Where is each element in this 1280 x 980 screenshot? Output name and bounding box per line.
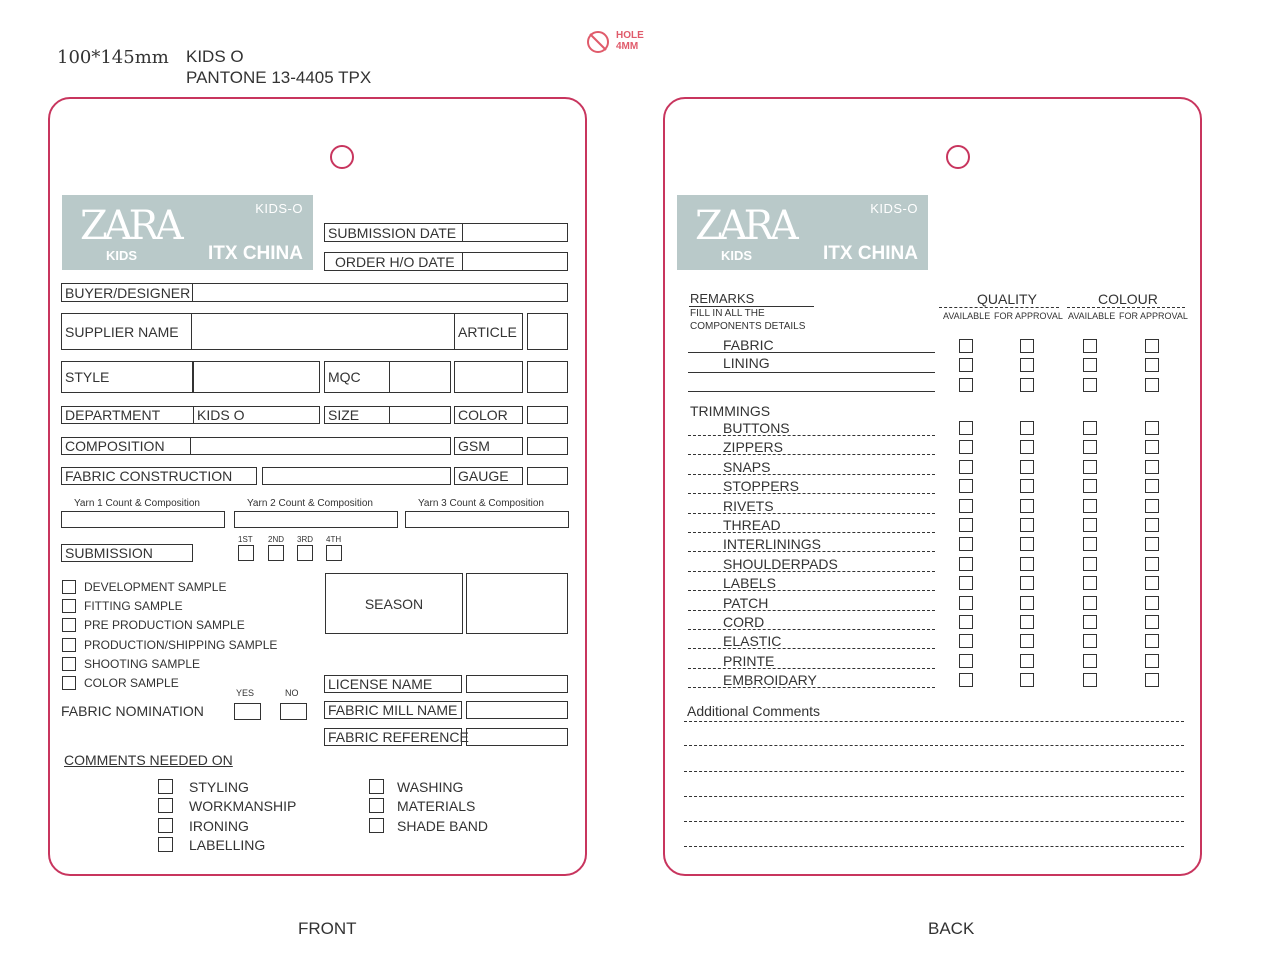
trimming-line <box>688 454 935 455</box>
approval-checkbox[interactable] <box>1083 654 1097 668</box>
comment-label: IRONING <box>189 818 249 834</box>
logo-kids: KIDS <box>106 248 138 263</box>
size-label-box: SIZE <box>324 406 390 424</box>
fabric-mill-name-label: FABRIC MILL NAME <box>324 701 462 719</box>
season-label: SEASON <box>325 573 463 634</box>
colour-approval-label: FOR APPROVAL <box>1119 311 1188 321</box>
sample-label: DEVELOPMENT SAMPLE <box>84 580 227 594</box>
approval-checkbox[interactable] <box>1145 654 1159 668</box>
comment-label: STYLING <box>189 779 249 795</box>
hole-icon <box>585 29 611 55</box>
trimming-label: STOPPERS <box>723 478 799 495</box>
order-date-field[interactable] <box>462 252 568 271</box>
pantone-label: PANTONE 13-4405 TPX <box>186 68 372 87</box>
logo-kids-o: KIDS-O <box>870 201 918 216</box>
hole-label: HOLE <box>616 30 644 41</box>
approval-checkbox[interactable] <box>959 499 973 513</box>
fabric-nomination-no-checkbox[interactable] <box>280 703 307 720</box>
trimming-label: SHOULDERPADS <box>723 555 838 572</box>
license-name-label: LICENSE NAME <box>324 675 462 693</box>
license-name-field[interactable] <box>466 675 568 693</box>
trimming-line <box>688 668 935 669</box>
round-checkbox-3[interactable] <box>297 545 313 561</box>
logo-itx-china: ITX CHINA <box>823 243 918 264</box>
trimming-line <box>688 493 935 494</box>
approval-checkbox[interactable] <box>1145 596 1159 610</box>
logo-kids: KIDS <box>721 248 753 263</box>
component-label: LINING <box>723 355 770 371</box>
approval-checkbox[interactable] <box>959 615 973 629</box>
trimming-line <box>688 629 935 630</box>
trimming-label: BUTTONS <box>723 420 790 436</box>
front-hang-hole <box>330 145 354 169</box>
approval-checkbox[interactable] <box>959 440 973 454</box>
trimming-line <box>688 474 935 475</box>
gauge-field[interactable] <box>527 467 568 485</box>
approval-checkbox[interactable] <box>1020 615 1034 629</box>
comment-line[interactable] <box>684 821 1184 822</box>
approval-checkbox[interactable] <box>1145 358 1159 372</box>
approval-checkbox[interactable] <box>1083 460 1097 474</box>
hole-size-label: 4MM <box>616 41 639 52</box>
trimming-label: LABELS <box>723 575 776 592</box>
approval-checkbox[interactable] <box>1083 634 1097 648</box>
approval-checkbox[interactable] <box>1083 673 1097 687</box>
approval-checkbox[interactable] <box>1020 378 1034 392</box>
quality-heading: QUALITY <box>977 291 1037 307</box>
approval-checkbox[interactable] <box>959 596 973 610</box>
buyer-designer-field[interactable] <box>192 283 568 302</box>
approval-checkbox[interactable] <box>1083 557 1097 571</box>
size-field[interactable] <box>389 406 451 424</box>
approval-checkbox[interactable] <box>1083 378 1097 392</box>
approval-checkbox[interactable] <box>1020 557 1034 571</box>
yes-label: YES <box>236 688 255 698</box>
comment-checkbox[interactable] <box>369 818 384 833</box>
comment-line[interactable] <box>684 846 1184 847</box>
back-logo <box>677 195 928 270</box>
comments-needed-heading: COMMENTS NEEDED ON <box>64 752 233 768</box>
article-field[interactable] <box>527 313 568 350</box>
comment-label: WORKMANSHIP <box>189 798 297 814</box>
round-checkbox-4[interactable] <box>326 545 342 561</box>
approval-checkbox[interactable] <box>1020 576 1034 590</box>
round-label-2: 2ND <box>268 535 285 544</box>
yarn1-field[interactable] <box>61 511 225 528</box>
approval-checkbox[interactable] <box>1145 537 1159 551</box>
comment-line[interactable] <box>684 721 1184 722</box>
approval-checkbox[interactable] <box>1020 596 1034 610</box>
approval-checkbox[interactable] <box>1020 499 1034 513</box>
component-line <box>688 391 935 392</box>
quality-available-label: AVAILABLE <box>943 311 991 321</box>
trimming-label: EMBROIDARY <box>723 672 817 689</box>
trimming-label: ZIPPERS <box>723 439 783 456</box>
sample-label: FITTING SAMPLE <box>84 599 183 613</box>
approval-checkbox[interactable] <box>1083 440 1097 454</box>
trimming-line <box>688 551 935 552</box>
supplier-name-label: SUPPLIER NAME <box>61 313 192 350</box>
fabric-reference-field[interactable] <box>466 728 568 746</box>
approval-checkbox[interactable] <box>959 576 973 590</box>
yarn2-label: Yarn 2 Count & Composition <box>247 498 373 509</box>
back-hang-hole <box>946 145 970 169</box>
logo-itx-china: ITX CHINA <box>208 243 303 264</box>
approval-checkbox[interactable] <box>1145 634 1159 648</box>
remarks-underline <box>689 306 814 307</box>
colour-available-label: AVAILABLE <box>1068 311 1116 321</box>
comment-label: WASHING <box>397 779 464 795</box>
approval-checkbox[interactable] <box>1083 479 1097 493</box>
style-extra-field-1[interactable] <box>454 361 523 393</box>
trimming-line <box>688 571 935 572</box>
fabric-construction-label: FABRIC CONSTRUCTION <box>61 467 257 485</box>
remarks-note-1: FILL IN ALL THE <box>690 308 765 319</box>
approval-checkbox[interactable] <box>1145 440 1159 454</box>
approval-checkbox[interactable] <box>1020 673 1034 687</box>
trimming-label: THREAD <box>723 517 781 533</box>
colour-heading: COLOUR <box>1098 291 1158 307</box>
trimming-label: PATCH <box>723 594 769 611</box>
trimming-line <box>688 532 935 533</box>
approval-checkbox[interactable] <box>959 339 973 353</box>
trimming-label: PRINTE <box>723 652 775 669</box>
trimmings-heading: TRIMMINGS <box>690 403 771 419</box>
yarn3-label: Yarn 3 Count & Composition <box>418 498 544 509</box>
back-caption: BACK <box>928 919 975 938</box>
sample-label: PRODUCTION/SHIPPING SAMPLE <box>84 638 278 652</box>
approval-checkbox[interactable] <box>1083 499 1097 513</box>
trimming-label: RIVETS <box>723 497 774 514</box>
logo-kids-o: KIDS-O <box>255 201 303 216</box>
size-label: 100*145mm <box>57 47 169 68</box>
comment-checkbox[interactable] <box>158 798 173 813</box>
approval-checkbox[interactable] <box>959 479 973 493</box>
sample-checkbox[interactable] <box>62 676 76 690</box>
approval-checkbox[interactable] <box>1145 421 1159 435</box>
composition-label: COMPOSITION <box>61 437 191 455</box>
sample-label: PRE PRODUCTION SAMPLE <box>84 618 245 632</box>
order-date-label: ORDER H/O DATE <box>324 252 463 271</box>
approval-checkbox[interactable] <box>959 537 973 551</box>
composition-field[interactable] <box>190 437 451 455</box>
trimming-label: INTERLININGS <box>723 536 822 553</box>
mqc-label: MQC <box>324 361 390 393</box>
comment-line[interactable] <box>684 771 1184 772</box>
approval-checkbox[interactable] <box>1020 479 1034 493</box>
quality-divider <box>939 307 1059 308</box>
approval-checkbox[interactable] <box>1145 673 1159 687</box>
approval-checkbox[interactable] <box>1145 557 1159 571</box>
approval-checkbox[interactable] <box>1145 576 1159 590</box>
kids-o-label: KIDS O <box>186 47 244 66</box>
approval-checkbox[interactable] <box>1020 634 1034 648</box>
approval-checkbox[interactable] <box>1020 339 1034 353</box>
comment-checkbox[interactable] <box>158 837 173 852</box>
comment-line[interactable] <box>684 796 1184 797</box>
trimming-line <box>688 610 935 611</box>
style-extra-field-2[interactable] <box>527 361 568 393</box>
sample-checkbox[interactable] <box>62 618 76 632</box>
front-caption: FRONT <box>298 919 357 938</box>
submission-date-field[interactable] <box>462 223 568 242</box>
trimming-label: CORD <box>723 614 765 630</box>
trimming-line <box>688 435 935 436</box>
remarks-heading: REMARKS <box>690 291 755 306</box>
round-label-3: 3RD <box>297 535 314 544</box>
round-label-1: 1ST <box>238 535 253 544</box>
color-label: COLOR <box>454 406 523 424</box>
approval-checkbox[interactable] <box>1145 499 1159 513</box>
additional-comments-heading: Additional Comments <box>687 703 821 719</box>
trimming-line <box>688 513 935 514</box>
buyer-designer-label: BUYER/DESIGNER <box>61 283 193 302</box>
approval-checkbox[interactable] <box>959 378 973 392</box>
comment-checkbox[interactable] <box>369 798 384 813</box>
trimming-label: ELASTIC <box>723 633 782 650</box>
front-logo <box>62 195 313 270</box>
style-field[interactable] <box>193 361 320 393</box>
yarn1-label: Yarn 1 Count & Composition <box>74 498 200 509</box>
style-label: STYLE <box>61 361 193 393</box>
approval-checkbox[interactable] <box>1145 339 1159 353</box>
round-label-4: 4TH <box>326 535 342 544</box>
brand-logo: ZARA <box>695 203 795 249</box>
approval-checkbox[interactable] <box>1083 576 1097 590</box>
component-line <box>688 372 935 373</box>
trimming-line <box>688 687 935 688</box>
approval-checkbox[interactable] <box>1083 596 1097 610</box>
comment-checkbox[interactable] <box>369 779 384 794</box>
approval-checkbox[interactable] <box>1083 421 1097 435</box>
mqc-field[interactable] <box>389 361 451 393</box>
fabric-mill-name-field[interactable] <box>466 701 568 719</box>
submission-label: SUBMISSION <box>61 544 193 562</box>
approval-checkbox[interactable] <box>959 460 973 474</box>
approval-checkbox[interactable] <box>1020 440 1034 454</box>
component-line <box>688 352 935 353</box>
brand-logo: ZARA <box>80 203 180 249</box>
trimming-line <box>688 648 935 649</box>
approval-checkbox[interactable] <box>959 421 973 435</box>
approval-checkbox[interactable] <box>1020 654 1034 668</box>
fabric-nomination-yes-checkbox[interactable] <box>234 703 261 720</box>
approval-checkbox[interactable] <box>1020 537 1034 551</box>
sample-checkbox[interactable] <box>62 638 76 652</box>
approval-checkbox[interactable] <box>959 518 973 532</box>
trimming-label: SNAPS <box>723 458 771 475</box>
approval-checkbox[interactable] <box>1020 358 1034 372</box>
comment-label: MATERIALS <box>397 798 476 814</box>
approval-checkbox[interactable] <box>959 654 973 668</box>
approval-checkbox[interactable] <box>1020 518 1034 532</box>
approval-checkbox[interactable] <box>1083 339 1097 353</box>
approval-checkbox[interactable] <box>1145 615 1159 629</box>
approval-checkbox[interactable] <box>959 634 973 648</box>
component-label: FABRIC <box>723 337 774 353</box>
gsm-label: GSM <box>454 437 523 455</box>
supplier-name-field[interactable] <box>191 313 455 350</box>
remarks-note-2: COMPONENTS DETAILS <box>690 321 806 332</box>
fabric-construction-field[interactable] <box>262 467 451 485</box>
approval-checkbox[interactable] <box>1145 460 1159 474</box>
sample-checkbox[interactable] <box>62 657 76 671</box>
approval-checkbox[interactable] <box>1083 615 1097 629</box>
sample-label: COLOR SAMPLE <box>84 676 179 690</box>
fabric-reference-label: FABRIC REFERENCE <box>324 728 462 746</box>
comment-checkbox[interactable] <box>158 818 173 833</box>
department-value[interactable]: KIDS O <box>193 406 320 424</box>
gauge-label: GAUGE <box>454 467 523 485</box>
approval-checkbox[interactable] <box>1145 518 1159 532</box>
article-label: ARTICLE <box>454 313 523 350</box>
comment-checkbox[interactable] <box>158 779 173 794</box>
comment-label: SHADE BAND <box>397 818 489 834</box>
approval-checkbox[interactable] <box>1020 421 1034 435</box>
sample-label: SHOOTING SAMPLE <box>84 657 201 671</box>
trimming-line <box>688 590 935 591</box>
sample-checkbox[interactable] <box>62 599 76 613</box>
approval-checkbox[interactable] <box>959 673 973 687</box>
comment-line[interactable] <box>684 745 1184 746</box>
fabric-nomination-label: FABRIC NOMINATION <box>61 703 204 719</box>
approval-checkbox[interactable] <box>959 358 973 372</box>
approval-checkbox[interactable] <box>1020 460 1034 474</box>
sample-checkbox[interactable] <box>62 580 76 594</box>
color-field[interactable] <box>527 406 568 424</box>
comment-label: LABELLING <box>189 837 266 853</box>
yarn2-field[interactable] <box>234 511 398 528</box>
gsm-field[interactable] <box>527 437 568 455</box>
approval-checkbox[interactable] <box>1083 518 1097 532</box>
department-label: DEPARTMENT <box>61 406 194 424</box>
quality-approval-label: FOR APPROVAL <box>994 311 1063 321</box>
round-checkbox-2[interactable] <box>268 545 284 561</box>
approval-checkbox[interactable] <box>1083 537 1097 551</box>
approval-checkbox[interactable] <box>1145 378 1159 392</box>
season-field[interactable] <box>466 573 568 634</box>
yarn3-field[interactable] <box>405 511 569 528</box>
round-checkbox-1[interactable] <box>238 545 254 561</box>
no-label: NO <box>285 688 299 698</box>
approval-checkbox[interactable] <box>959 557 973 571</box>
submission-date-label: SUBMISSION DATE <box>324 223 463 242</box>
approval-checkbox[interactable] <box>1145 479 1159 493</box>
colour-divider <box>1067 307 1185 308</box>
approval-checkbox[interactable] <box>1083 358 1097 372</box>
